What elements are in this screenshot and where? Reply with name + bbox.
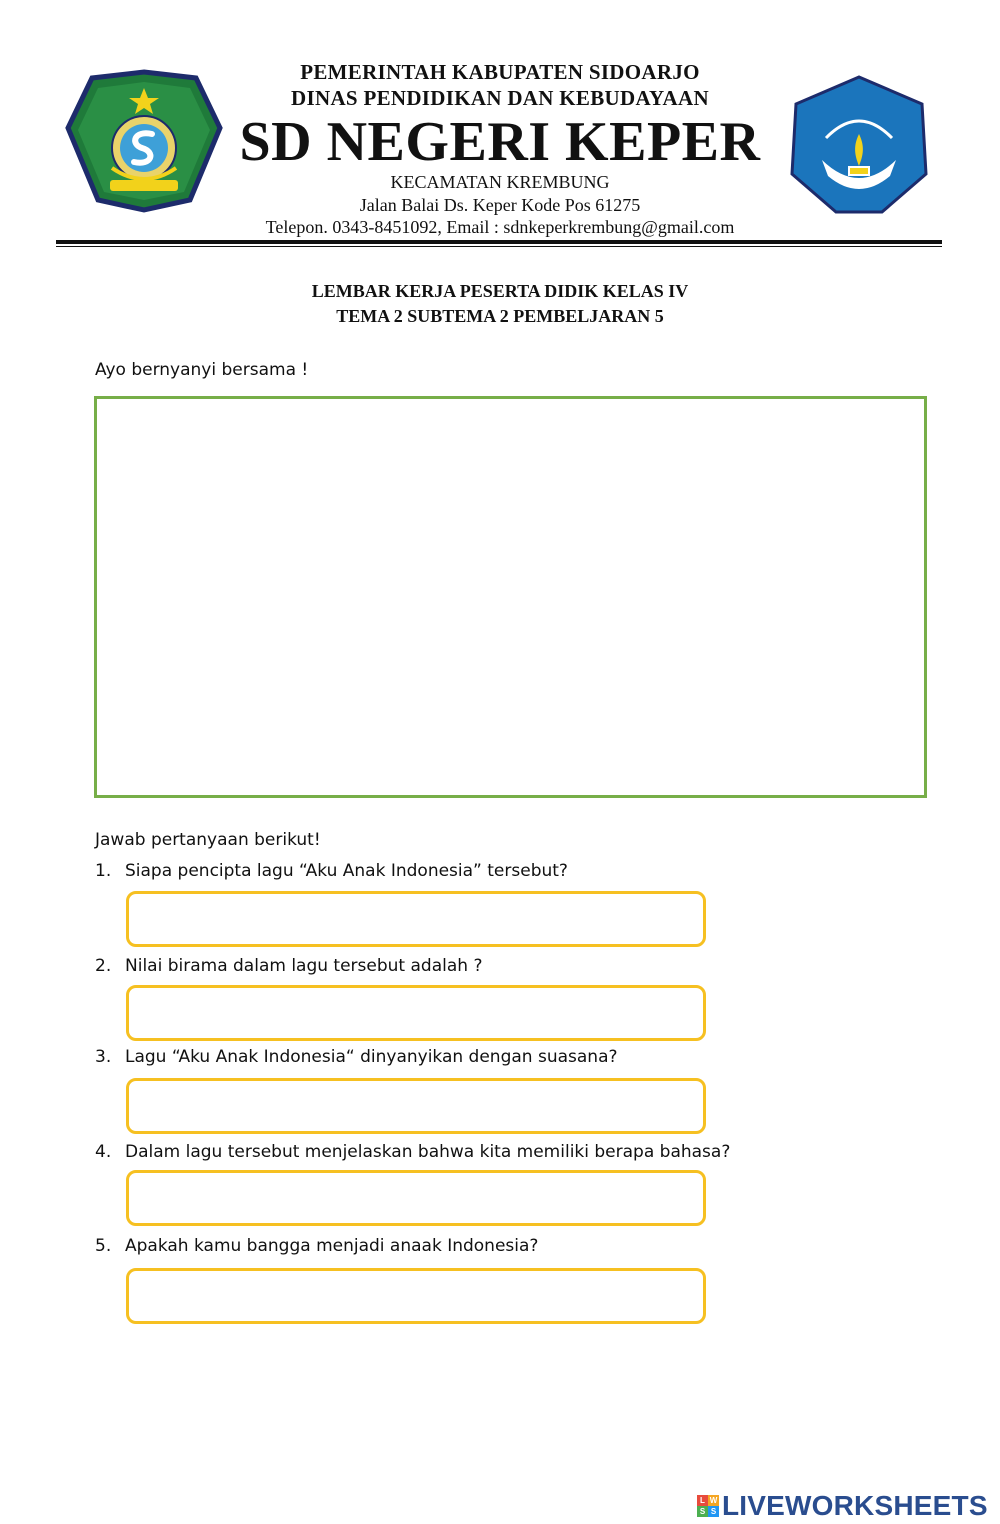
question-number: 3. [95, 1047, 112, 1067]
question-text: Siapa pencipta lagu “Aku Anak Indonesia” tersebut? [125, 861, 568, 881]
question-text: Lagu “Aku Anak Indonesia“ dinyanyikan dengan suasana? [125, 1047, 618, 1067]
question-text: Nilai birama dalam lagu tersebut adalah ? [125, 956, 483, 976]
question-number: 5. [95, 1236, 112, 1256]
answer-input-4[interactable] [126, 1170, 706, 1226]
school-name: SD NEGERI KEPER [239, 111, 761, 173]
header-divider-thick [56, 240, 942, 244]
answer-input-2[interactable] [126, 985, 706, 1041]
answer-input-1[interactable] [126, 891, 706, 947]
header-contact: Telepon. 0343-8451092, Email : sdnkeperkrembung@gmail.com [265, 217, 735, 237]
question-number: 1. [95, 861, 112, 881]
question-number: 4. [95, 1142, 112, 1162]
header-district: KECAMATAN KREMBUNG [390, 172, 610, 192]
answer-input-3[interactable] [126, 1078, 706, 1134]
header-divider-thin [56, 246, 942, 247]
instruction-text: Jawab pertanyaan berikut! [95, 830, 321, 850]
header-department-line: DINAS PENDIDIKAN DAN KEBUDAYAAN [291, 86, 709, 110]
answer-input-5[interactable] [126, 1268, 706, 1324]
intro-text: Ayo bernyanyi bersama ! [95, 360, 309, 380]
liveworksheets-logo-icon: L W S S [697, 1495, 719, 1517]
worksheet-subtitle: TEMA 2 SUBTEMA 2 PEMBELJARAN 5 [336, 306, 664, 326]
question-text: Apakah kamu bangga menjadi anaak Indonesia? [125, 1236, 539, 1256]
song-media-box[interactable] [94, 396, 927, 798]
question-number: 2. [95, 956, 112, 976]
header-government-line: PEMERINTAH KABUPATEN SIDOARJO [300, 60, 700, 84]
header-address: Jalan Balai Ds. Keper Kode Pos 61275 [359, 195, 641, 215]
worksheet-title: LEMBAR KERJA PESERTA DIDIK KELAS IV [311, 281, 689, 301]
brand-name: LIVEWORKSHEETS [722, 1490, 988, 1521]
question-text: Dalam lagu tersebut menjelaskan bahwa kita memiliki berapa bahasa? [125, 1142, 731, 1162]
liveworksheets-brand [697, 1488, 988, 1524]
